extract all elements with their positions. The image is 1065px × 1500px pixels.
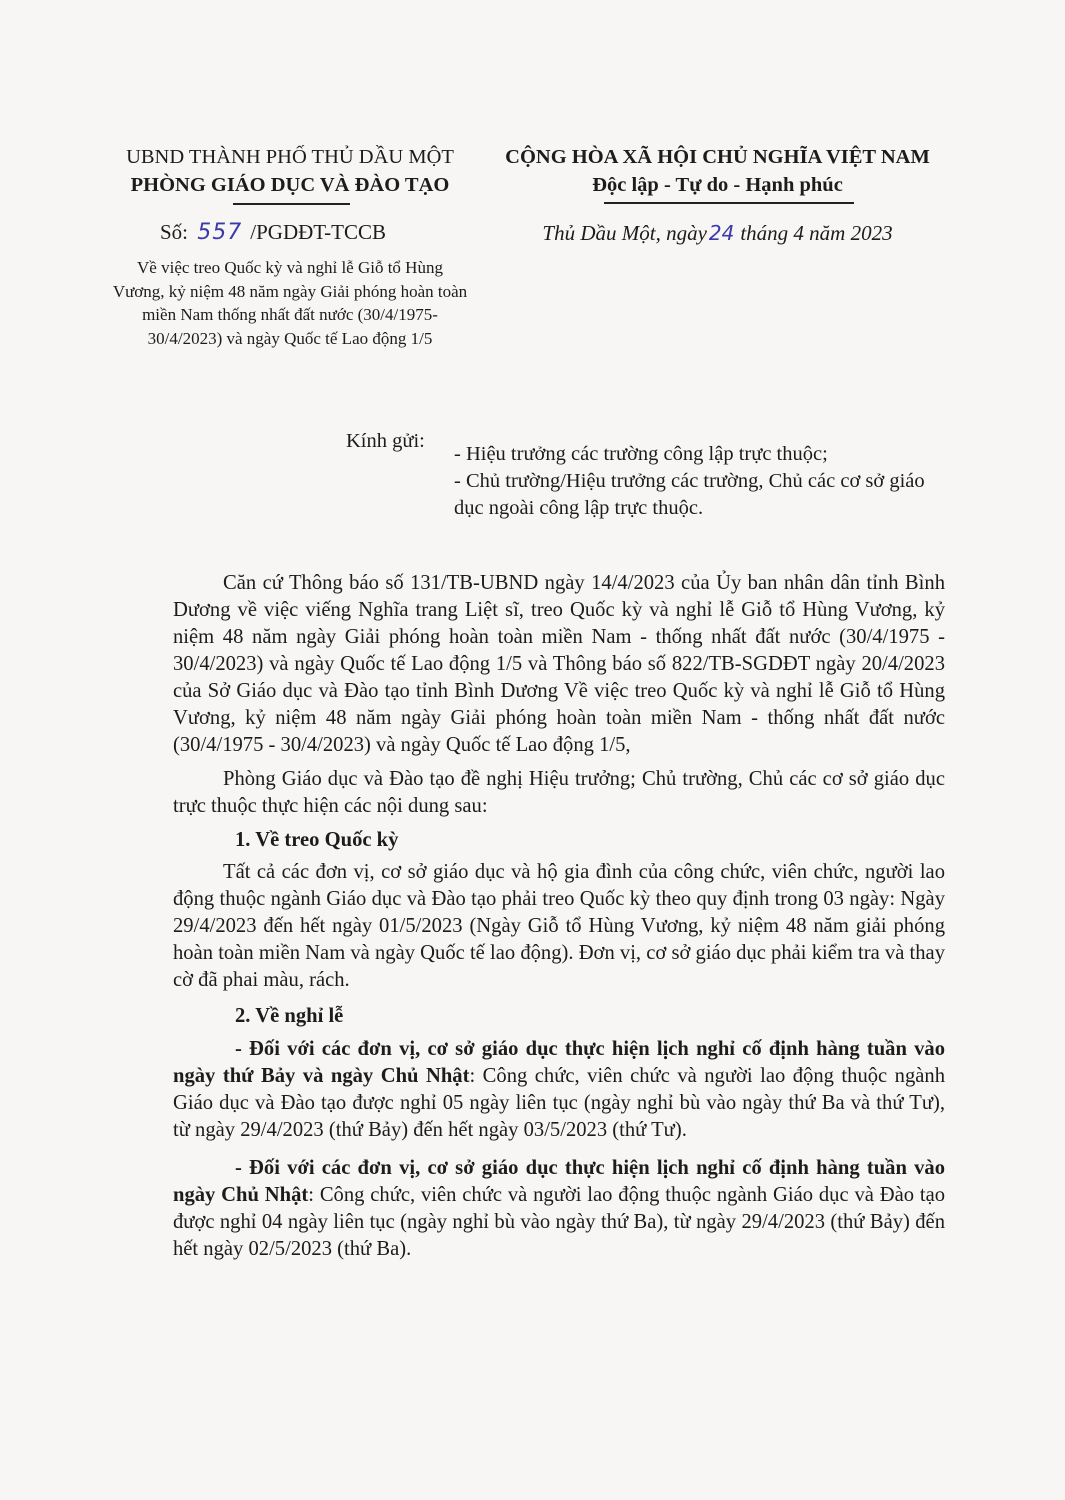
holiday-item-lead: - Đối với các đơn vị, cơ sở giáo dục thực hiện lịch nghỉ cố định hàng tuần vào ngày Chủ Nhật <box>173 1157 945 1206</box>
paragraph-legal-basis: Căn cứ Thông báo số 131/TB-UBND ngày 14/4/2023 của Ủy ban nhân dân tỉnh Bình Dương về việc viếng Nghĩa trang Liệt sĩ, treo Quốc kỳ và nghỉ lễ Giỗ tổ Hùng Vương, kỷ niệm 48 năm ngày Giải phóng hoàn toàn miền Nam - thống nhất đất nước (30/4/1975 - 30/4/2023) và ngày Quốc tế Lao động 1/5 và Thông báo số 822/TB-SGDĐT ngày 20/4/2023 của Sở Giáo dục và Đào tạo tỉnh Bình Dương Về việc treo Quốc kỳ và nghỉ lễ Giỗ tổ Hùng Vương, kỷ niệm 48 năm ngày Giải phóng hoàn toàn miền Nam - thống nhất đất nước (30/4/1975 - 30/4/2023) và ngày Quốc tế Lao động 1/5, <box>173 572 945 756</box>
org-underline <box>233 203 350 205</box>
org-name: PHÒNG GIÁO DỤC VÀ ĐÀO TẠO <box>130 174 450 196</box>
doc-number-suffix: /PGDĐT-TCCB <box>250 220 387 244</box>
issuing-authority <box>100 143 480 199</box>
national-motto: Độc lập - Tự do - Hạnh phúc <box>592 174 843 196</box>
recipients-label: Kính gửi: <box>346 430 425 452</box>
holiday-item-lead: - Đối với các đơn vị, cơ sở giáo dục thực hiện lịch nghỉ cố định hàng tuần vào ngày thứ Bảy và ngày Chủ Nhật <box>173 1038 945 1087</box>
document-number <box>160 218 386 247</box>
holiday-item-text: : Công chức, viên chức và người lao động thuộc ngành Giáo dục và Đào tạo được nghỉ 05 ngày liên tục (ngày nghỉ bù vào ngày thứ Ba và thứ Tư), từ ngày 29/4/2023 (thứ Bảy) đến hết ngày 03/5/2023 (thứ Tư). <box>173 1065 945 1141</box>
section-heading-holiday: 2. Về nghỉ lễ <box>235 1005 344 1027</box>
date-line <box>480 219 955 247</box>
org-parent: UBND THÀNH PHỐ THỦ DẦU MỘT <box>126 146 454 168</box>
recipient-item: - Hiệu trưởng các trường công lập trực thuộc; <box>454 443 828 465</box>
document-subject: Về việc treo Quốc kỳ và nghỉ lễ Giỗ tổ Hùng Vương, kỷ niệm 48 năm ngày Giải phóng hoàn toàn miền Nam thống nhất đất nước (30/4/1975-30/4/2023) và ngày Quốc tế Lao động 1/5 <box>112 258 468 348</box>
doc-number-handwritten: 557 <box>197 220 243 245</box>
holiday-item-saturday-sunday <box>173 1036 945 1144</box>
paragraph-flag: Tất cả các đơn vị, cơ sở giáo dục và hộ gia đình của công chức, viên chức, người lao động thuộc ngành Giáo dục và Đào tạo phải treo Quốc kỳ theo quy định trong 03 ngày: Ngày 29/4/2023 đến hết ngày 01/5/2023 (Ngày Giỗ tổ Hùng Vương, kỷ niệm 48 năm giải phóng hoàn toàn miền Nam và ngày Quốc tế lao động). Đơn vị, cơ sở giáo dục phải kiểm tra và thay cờ đã phai màu, rách. <box>173 861 945 991</box>
date-prefix: Thủ Dầu Một, ngày <box>542 221 707 245</box>
date-suffix: tháng 4 năm 2023 <box>740 221 893 245</box>
paragraph-request: Phòng Giáo dục và Đào tạo đề nghị Hiệu trưởng; Chủ trường, Chủ các cơ sở giáo dục trực thuộc thực hiện các nội dung sau: <box>173 768 945 817</box>
recipient-item: - Chủ trường/Hiệu trưởng các trường, Chủ các cơ sở giáo dục ngoài công lập trực thuộc. <box>454 470 925 519</box>
holiday-item-text: : Công chức, viên chức và người lao động thuộc ngành Giáo dục và Đào tạo được nghỉ 04 ngày liên tục (ngày nghỉ bù vào ngày thứ Ba), từ ngày 29/4/2023 (thứ Bảy) đến hết ngày 02/5/2023 (thứ Ba). <box>173 1184 946 1260</box>
section-heading-flag: 1. Về treo Quốc kỳ <box>235 829 399 851</box>
date-day-handwritten: 24 <box>708 221 735 245</box>
nation-name: CỘNG HÒA XÃ HỘI CHỦ NGHĨA VIỆT NAM <box>505 146 930 168</box>
holiday-item-sunday <box>173 1155 945 1263</box>
national-header <box>480 143 955 199</box>
motto-underline <box>604 202 854 204</box>
doc-number-prefix: Số: <box>160 220 189 244</box>
document-body <box>173 570 945 1263</box>
recipients-list <box>454 441 954 522</box>
